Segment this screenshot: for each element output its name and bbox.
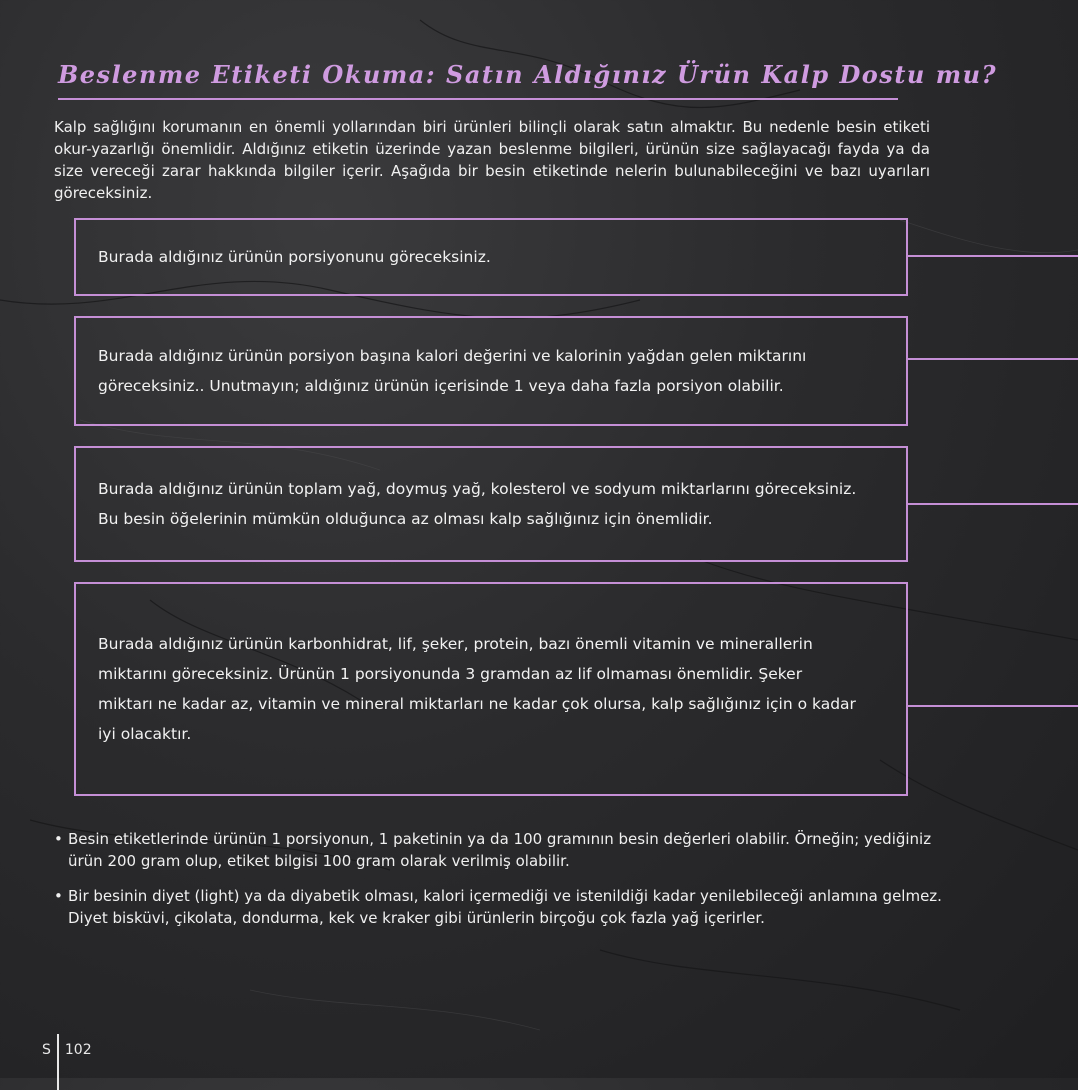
list-item: • Bir besinin diyet (light) ya da diyabetik olması, kalori içermediği ve istenildiği kadar yenilebileceği anlamına gelmez. Diyet bisküvi, çikolata, dondurma, kek ve kraker gibi ürünlerin birçoğu çok fazla yağ içerirler. — [54, 885, 954, 929]
page-number: 102 — [64, 1042, 92, 1058]
info-box-text: Burada aldığınız ürünün porsiyon başına kalori değerini ve kalorinin yağdan gelen miktarını göreceksiniz.. Unutmayın; aldığınız ürünün içerisinde 1 veya daha fazla porsiyon olabilir. — [98, 347, 807, 395]
info-box-serving — [74, 218, 908, 296]
info-box-calories — [74, 316, 908, 426]
list-item: • Besin etiketlerinde ürünün 1 porsiyonun, 1 paketinin ya da 100 gramının besin değerleri olabilir. Örneğin; yediğiniz ürün 200 gram olup, etiket bilgisi 100 gram olarak verilmiş olabilir. — [54, 828, 954, 872]
page-title: Beslenme Etiketi Okuma: Satın Aldığınız Ürün Kalp Dostu mu? — [58, 60, 998, 89]
connector-line — [908, 503, 1078, 505]
info-box-text: Burada aldığınız ürünün toplam yağ, doymuş yağ, kolesterol ve sodyum miktarlarını göreceksiniz. Bu besin öğelerinin mümkün olduğunca az olması kalp sağlığınız için önemlidir. — [98, 480, 857, 528]
info-box-fats — [74, 446, 908, 562]
page-footer — [42, 1022, 92, 1078]
info-box-text: Burada aldığınız ürünün karbonhidrat, lif, şeker, protein, bazı önemli vitamin ve minerallerin miktarını göreceksiniz. Ürünün 1 porsiyonunda 3 gramdan az lif olmaması önemlidir. Şeker miktarı ne kadar az, vitamin ve mineral miktarları ne kadar çok olursa, kalp sağlığınız için o kadar iyi olacaktır. — [98, 635, 856, 743]
section-letter: S — [42, 1042, 51, 1058]
info-box-text: Burada aldığınız ürünün porsiyonunu göreceksiniz. — [98, 248, 491, 266]
connector-line — [908, 705, 1078, 707]
intro-paragraph: Kalp sağlığını korumanın en önemli yollarından biri ürünleri bilinçli olarak satın almaktır. Bu nedenle besin etiketi okur-yazarlığı önemlidir. Aldığınız etiketin üzerinde yazan beslenme bilgileri, ürünün size sağlayacağı fayda ya da size vereceği zarar hakkında bilgiler içerir. Aşağıda bir besin etiketinde nelerin bulunabileceğini ve bazı uyarıları göreceksiniz. — [54, 118, 930, 202]
title-underline — [58, 98, 898, 100]
warning-list — [54, 828, 954, 942]
footer-divider — [57, 1034, 59, 1090]
connector-line — [908, 358, 1078, 360]
info-box-carbs — [74, 582, 908, 796]
connector-line — [908, 255, 1078, 257]
